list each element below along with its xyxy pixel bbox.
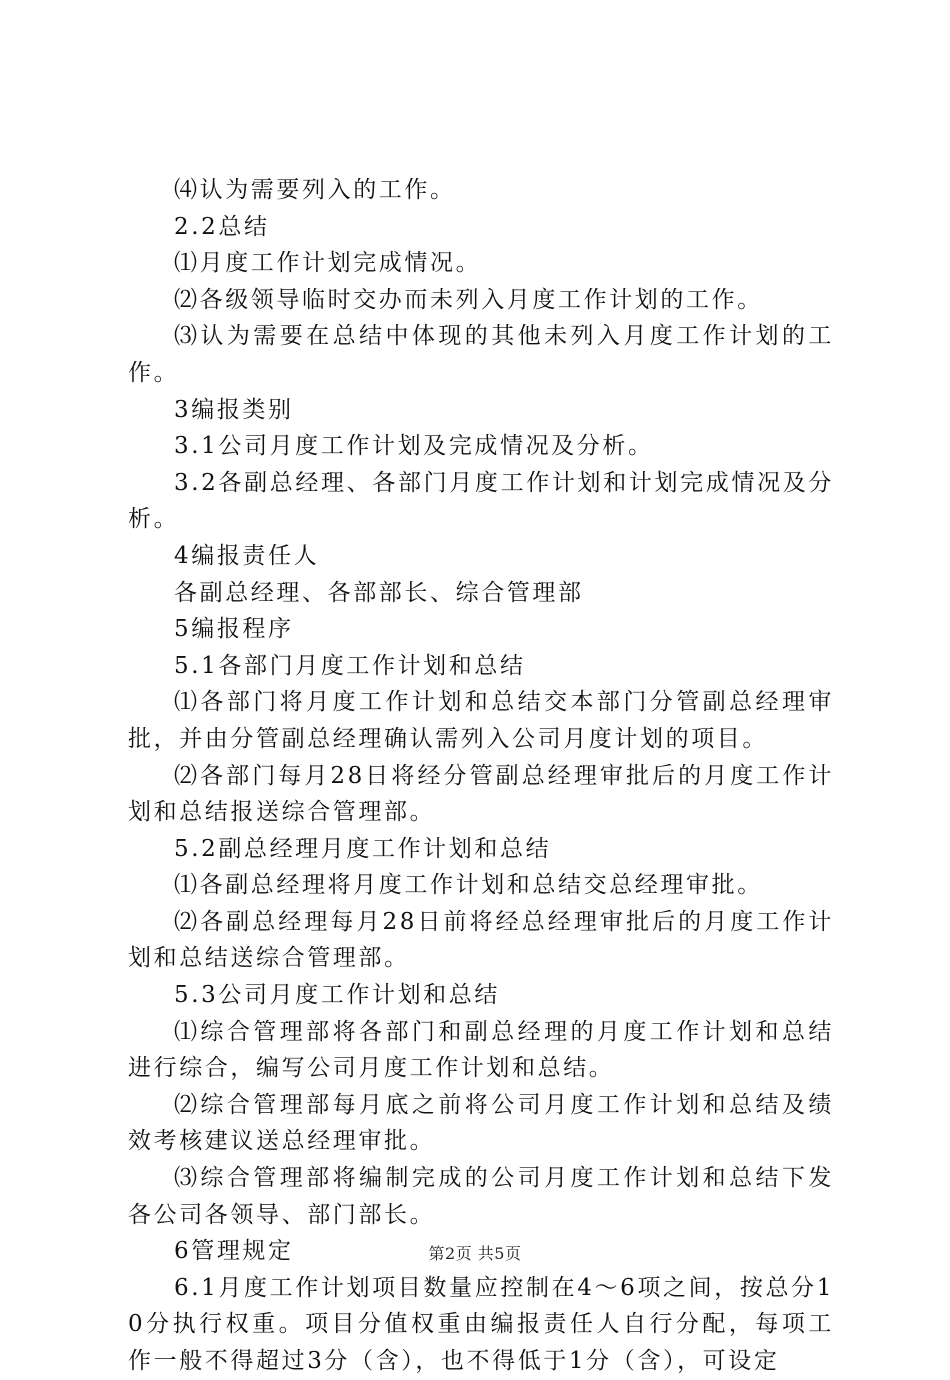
paragraph: ⑵各副总经理每月28日前将经总经理审批后的月度工作计划和总结送综合管理部。 <box>128 908 834 972</box>
paragraph: ⑴月度工作计划完成情况。 <box>174 250 482 277</box>
paragraph: ⑴各副总经理将月度工作计划和总结交总经理审批。 <box>174 872 763 899</box>
paragraph: ⑶认为需要在总结中体现的其他未列入月度工作计划的工作。 <box>128 323 834 386</box>
section-heading: 5编报程序 <box>174 616 294 643</box>
section-heading: 3编报类别 <box>174 396 294 423</box>
section-heading: 5.1各部门月度工作计划和总结 <box>174 652 526 679</box>
section-heading: 6管理规定 <box>174 1238 294 1265</box>
section-heading: 2.2总结 <box>174 213 270 240</box>
paragraph: 6.1月度工作计划项目数量应控制在4～6项之间，按总分10分执行权重。项目分值权重由编报责任人自行分配，每项工作一般不得超过3分（含），也不得低于1分（含），可设定 <box>128 1274 834 1374</box>
paragraph: ⑷认为需要列入的工作。 <box>174 177 456 203</box>
page-number-footer: 第2页 共5页 <box>428 1244 522 1263</box>
section-heading: 5.2副总经理月度工作计划和总结 <box>174 835 552 862</box>
document-body <box>128 172 834 1380</box>
paragraph: ⑶综合管理部将编制完成的公司月度工作计划和总结下发各公司各领导、部门部长。 <box>128 1165 834 1228</box>
paragraph: ⑴综合管理部将各部门和副总经理的月度工作计划和总结进行综合，编写公司月度工作计划和总结。 <box>128 1018 834 1082</box>
paragraph: 3.1公司月度工作计划及完成情况及分析。 <box>174 433 654 460</box>
paragraph: ⑵综合管理部每月底之前将公司月度工作计划和总结及绩效考核建议送总经理审批。 <box>128 1091 834 1155</box>
section-heading: 5.3公司月度工作计划和总结 <box>174 982 500 1009</box>
paragraph: ⑵各部门每月28日将经分管副总经理审批后的月度工作计划和总结报送综合管理部。 <box>128 762 834 826</box>
section-heading: 4编报责任人 <box>174 542 320 569</box>
paragraph: ⑴各部门将月度工作计划和总结交本部门分管副总经理审批，并由分管副总经理确认需列入公司月度计划的项目。 <box>128 689 834 752</box>
paragraph: 3.2各副总经理、各部门月度工作计划和计划完成情况及分析。 <box>128 469 834 533</box>
paragraph: ⑵各级领导临时交办而未列入月度工作计划的工作。 <box>174 286 763 313</box>
paragraph: 各副总经理、各部部长、综合管理部 <box>174 579 584 606</box>
